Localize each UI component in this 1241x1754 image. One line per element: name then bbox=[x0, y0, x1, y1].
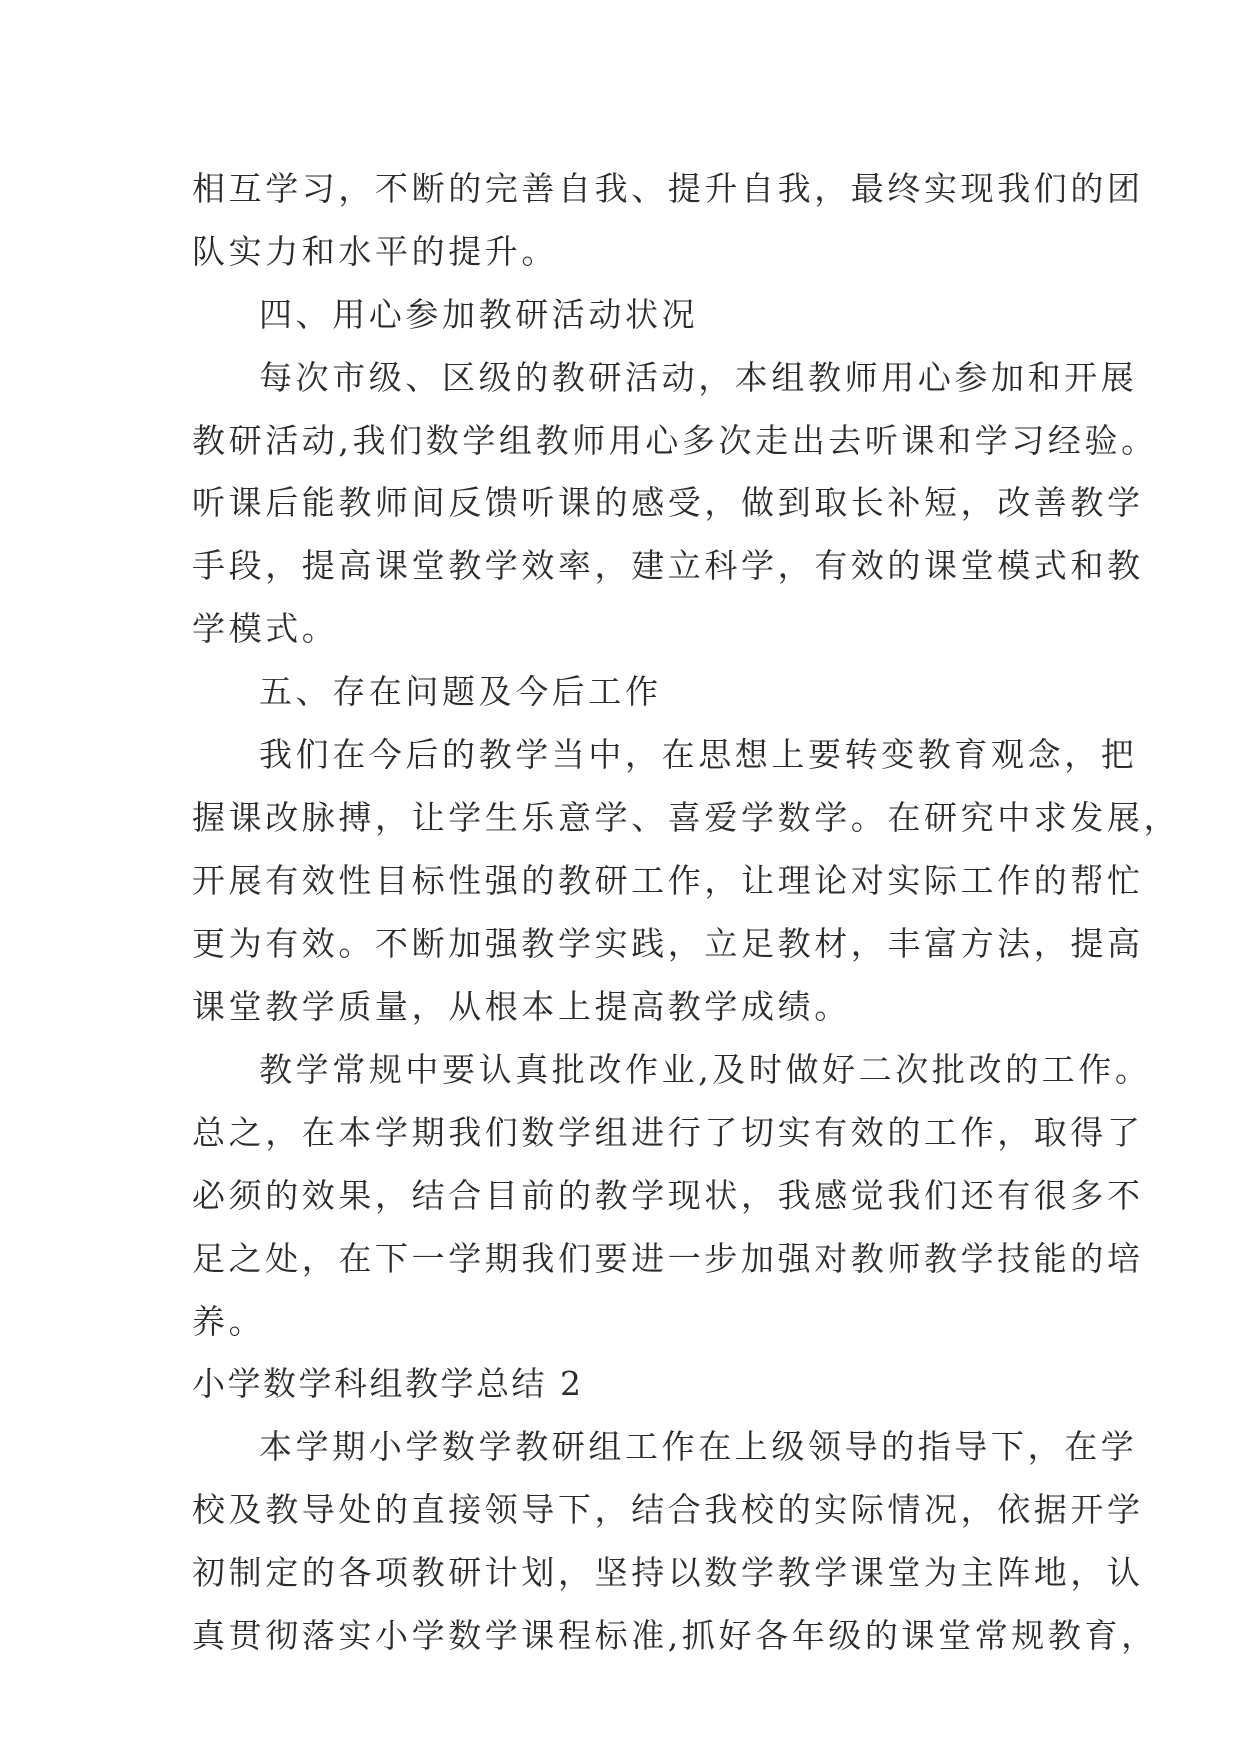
paragraph-line: 队实力和水平的提升。 bbox=[192, 232, 558, 271]
paragraph-line: 本学期小学数学教研组工作在上级领导的指导下，在学 bbox=[259, 1427, 1138, 1466]
paragraph-line: 教研活动,我们数学组教师用心多次走出去听课和学习经验。 bbox=[192, 421, 1158, 460]
document-subtitle: 小学数学科组教学总结 2 bbox=[192, 1364, 584, 1403]
paragraph-line: 必须的效果，结合目前的教学现状，我感觉我们还有很多不 bbox=[192, 1176, 1144, 1215]
paragraph-line: 学模式。 bbox=[192, 609, 339, 648]
paragraph-line: 我们在今后的教学当中，在思想上要转变教育观念，把 bbox=[259, 735, 1138, 774]
paragraph-line: 相互学习，不断的完善自我、提升自我，最终实现我们的团 bbox=[192, 169, 1144, 208]
paragraph-line: 教学常规中要认真批改作业,及时做好二次批改的工作。 bbox=[259, 1050, 1152, 1089]
paragraph-line: 听课后能教师间反馈听课的感受，做到取长补短，改善教学 bbox=[192, 483, 1144, 522]
paragraph-line: 开展有效性目标性强的教研工作，让理论对实际工作的帮忙 bbox=[192, 861, 1144, 900]
paragraph-line: 足之处，在下一学期我们要进一步加强对教师教学技能的培 bbox=[192, 1239, 1144, 1278]
paragraph-line: 养。 bbox=[192, 1302, 266, 1341]
paragraph-line: 每次市级、区级的教研活动，本组教师用心参加和开展 bbox=[259, 358, 1138, 397]
paragraph-line: 更为有效。不断加强教学实践，立足教材，丰富方法，提高 bbox=[192, 924, 1144, 963]
paragraph-line: 握课改脉搏，让学生乐意学、喜爱学数学。在研究中求发展， bbox=[192, 798, 1181, 837]
paragraph-line: 课堂教学质量，从根本上提高教学成绩。 bbox=[192, 987, 851, 1026]
paragraph-line: 校及教导处的直接领导下，结合我校的实际情况，依据开学 bbox=[192, 1490, 1144, 1529]
paragraph-line: 真贯彻落实小学数学课程标准,抓好各年级的课堂常规教育， bbox=[192, 1616, 1158, 1655]
paragraph-line: 手段，提高课堂教学效率，建立科学，有效的课堂模式和教 bbox=[192, 546, 1144, 585]
paragraph-line: 总之，在本学期我们数学组进行了切实有效的工作，取得了 bbox=[192, 1113, 1144, 1152]
section-heading: 四、用心参加教研活动状况 bbox=[259, 295, 699, 334]
paragraph-line: 初制定的各项教研计划，坚持以数学教学课堂为主阵地，认 bbox=[192, 1553, 1144, 1592]
section-heading: 五、存在问题及今后工作 bbox=[259, 672, 662, 711]
